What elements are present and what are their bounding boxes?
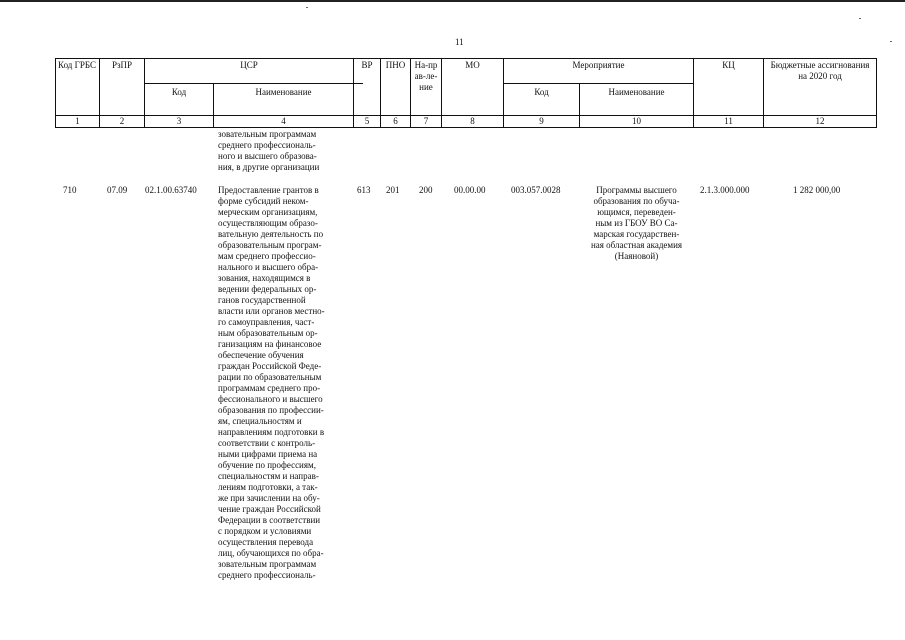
text-line: Предоставление грантов в <box>218 185 319 195</box>
text-line: зовательным программам <box>218 559 317 569</box>
header-pno: ПНО <box>385 60 406 70</box>
text-line: власти или органов местно- <box>218 306 325 316</box>
row-kc: 2.1.3.000.000 <box>700 185 750 195</box>
text-line: Федерации в соответствии <box>218 515 321 525</box>
header-mer-name: Наименование <box>608 87 665 97</box>
top-border-line <box>0 0 905 2</box>
row-pno: 201 <box>386 185 400 195</box>
col-number: 2 <box>119 116 125 126</box>
text-line: фессионального и высшего <box>218 394 323 404</box>
col-number: 6 <box>393 116 398 126</box>
col-number: 12 <box>815 116 825 126</box>
header-napravlenie: На-прав-ле-ние <box>414 60 438 92</box>
header-mer-kod: Код <box>534 87 549 97</box>
text-line: ганизациям на финансовое <box>218 339 322 349</box>
header-csr-kod: Код <box>171 87 187 97</box>
col-number: 9 <box>539 116 544 126</box>
col-number: 8 <box>470 116 475 126</box>
text-line: вательную деятельность по <box>218 229 324 239</box>
text-line: граждан Российской Феде- <box>218 361 322 371</box>
col-number: 7 <box>423 116 429 126</box>
text-line: ведении федеральных ор- <box>218 284 317 294</box>
col-number: 5 <box>364 116 370 126</box>
header-csr: ЦСР <box>240 60 258 70</box>
row-napravlenie: 200 <box>419 185 433 195</box>
text-line: ющимся, переведен- <box>597 207 676 217</box>
text-line: обучение по профессиям, <box>218 460 316 470</box>
text-line: зовательным программам <box>218 129 317 139</box>
text-line: среднего профессиональ- <box>218 140 316 150</box>
row-csr-name <box>218 185 325 581</box>
text-line: го самоуправления, част- <box>218 317 315 327</box>
text-line: марская государствен- <box>593 229 680 239</box>
text-line: программам среднего про- <box>218 383 321 393</box>
text-line: специальностям и направ- <box>218 471 319 481</box>
text-line: осуществляющим образо- <box>218 218 318 228</box>
header-meropriyatie: Мероприятие <box>572 60 625 70</box>
csr-subheader-line <box>144 83 363 84</box>
row-mo: 00.00.00 <box>454 185 486 195</box>
text-line: лениям подготовки, а так- <box>218 482 318 492</box>
row-mer-kod: 003.057.0028 <box>511 185 561 195</box>
text-line: соответствии с контроль- <box>218 438 316 448</box>
text-line: ным образовательным ор- <box>218 328 318 338</box>
text-line: среднего профессиональ- <box>218 570 316 580</box>
table-top-line <box>55 58 877 59</box>
text-line: ния, в другие организации <box>218 162 320 172</box>
row-vr: 613 <box>357 185 371 195</box>
header-budget: Бюджетные ассигнования на 2020 год <box>770 60 870 81</box>
scan-speck <box>859 18 861 19</box>
header-csr-name: Наименование <box>255 87 312 97</box>
text-line: ная областная академия <box>590 240 683 250</box>
text-line: направлениям подготовки в <box>218 427 325 437</box>
text-line: чение граждан Российской <box>218 504 321 514</box>
numbers-bottom-line <box>55 127 877 128</box>
text-line: образовательным програм- <box>218 240 322 250</box>
col-line <box>876 58 877 128</box>
text-line: ным из ГБОУ ВО Са- <box>595 218 678 228</box>
header-vr: ВР <box>361 60 373 70</box>
text-line: осуществления перевода <box>218 537 314 547</box>
text-line: мерческим организациям, <box>218 207 318 217</box>
text-line: форме субсидий неком- <box>218 196 309 206</box>
row-csr-kod: 02.1.00.63740 <box>145 185 197 195</box>
col-number: 4 <box>281 116 286 126</box>
text-line: мам среднего профессио- <box>218 251 316 261</box>
text-line: с порядком и условиями <box>218 526 312 536</box>
text-line: ного и высшего образова- <box>218 151 317 161</box>
text-line: Программы высшего <box>596 185 677 195</box>
text-line: нального и высшего обра- <box>218 262 319 272</box>
scan-speck <box>890 41 892 42</box>
col-number: 10 <box>632 116 641 126</box>
text-line: же при зачислении на обу- <box>218 493 320 503</box>
meropriyatie-subheader-line <box>503 83 693 84</box>
col-number: 11 <box>724 116 733 126</box>
scan-speck <box>306 7 308 8</box>
col-number: 3 <box>176 116 182 126</box>
text-line: ными цифрами приема на <box>218 449 318 459</box>
row-rzpr: 07.09 <box>107 185 128 195</box>
page-number: 11 <box>455 37 464 47</box>
budget-table <box>55 58 877 628</box>
header-rzpr: РзПР <box>111 60 133 70</box>
text-line: рации по образовательным <box>218 372 322 382</box>
header-kc: КЦ <box>722 60 735 70</box>
text-line: ганов государственной <box>218 295 306 305</box>
text-line: обеспечение обучения <box>218 350 304 360</box>
header-kod-grbs: Код ГРБС <box>58 60 96 70</box>
row-budget: 1 282 000,00 <box>793 185 841 195</box>
header-mo: МО <box>465 60 480 70</box>
continuation-text <box>218 129 319 173</box>
text-line: ям, специальностям и <box>218 416 302 426</box>
row-kod-grbs: 710 <box>63 185 77 195</box>
text-line: образования по обуча- <box>593 196 680 206</box>
text-line: лиц, обучающихся по обра- <box>218 548 324 558</box>
text-line: (Наяновой) <box>614 251 659 261</box>
col-number: 1 <box>75 116 80 126</box>
row-mer-name <box>580 185 693 262</box>
text-line: зования, находящимся в <box>218 273 311 283</box>
text-line: образования по профессии- <box>218 405 324 415</box>
